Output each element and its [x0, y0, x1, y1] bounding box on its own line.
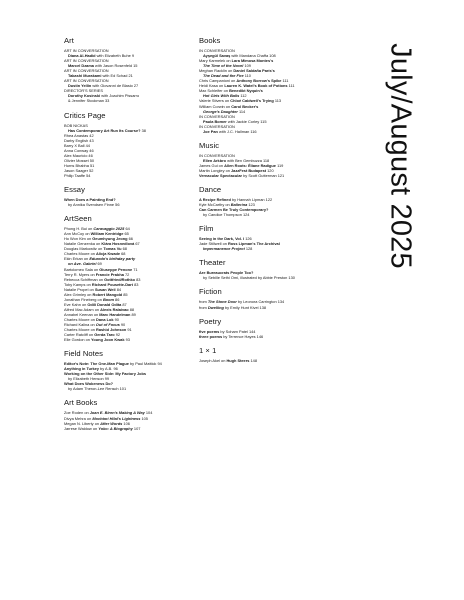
toc-entry-text: 9	[131, 53, 135, 59]
toc-entry-text: Robert Mangold	[92, 291, 123, 297]
toc-section	[199, 141, 349, 178]
toc-entry-text: Divya Mehra on	[64, 415, 93, 421]
toc-entry-text: with Elizabeth Buhe	[95, 53, 132, 59]
toc-entry-text: by Annika Svendsen Finne 56	[68, 202, 120, 208]
toc-entry-text: Jade Stillwell on	[199, 241, 228, 247]
toc-entry	[199, 173, 349, 178]
toc-entry-text: 68	[120, 251, 126, 257]
toc-section	[199, 287, 349, 309]
toc-entry-text: 126	[244, 236, 252, 242]
section-heading: Art Books	[64, 398, 98, 408]
toc-entry-text: IN CONVERSATION	[199, 48, 235, 53]
toc-entry-text: Chloé Caldwell's Trying	[230, 98, 274, 104]
toc-entry	[64, 173, 192, 178]
section-heading: Poetry	[199, 316, 222, 326]
toc-entry	[199, 246, 349, 251]
toc-entry-text: Ballerina	[230, 202, 248, 208]
toc-entry	[199, 129, 349, 134]
toc-entry-text: Charles Moore on	[64, 316, 97, 322]
toc-entry-text: 71	[132, 266, 138, 272]
toc-entry	[64, 386, 192, 391]
toc-entry-text: 110	[243, 73, 251, 79]
toc-entry-text: Boom	[102, 296, 114, 302]
toc-entry-text: ART IN CONVERSATION	[64, 78, 109, 84]
toc-entry-text: The Dead and the Fire	[203, 73, 244, 79]
toc-entry-text: Rashid Johnson	[96, 327, 127, 333]
toc-entry-text: Terry R. Myers on	[64, 271, 96, 277]
toc-entry-text: Ross Lipman's The Archival	[227, 241, 280, 247]
toc-entry-text: Can Carmen Be Truly Contemporary?	[199, 207, 269, 213]
toc-entry-text: Marc Handelman	[99, 311, 131, 317]
toc-entry-text: Natalie Propel on	[64, 286, 95, 292]
toc-entry-text: & Jennifer Stockman	[68, 98, 105, 104]
toc-entry-text: from	[199, 299, 208, 305]
toc-entry-text: Gottfried/Rothko	[104, 276, 136, 282]
toc-entry-text: 67	[134, 241, 140, 247]
toc-entry-text: Chris Campanioni on	[199, 78, 237, 84]
section-heading: Critics Page	[64, 110, 106, 120]
toc-section	[199, 258, 349, 280]
toc-entry-text: Dustin Yellin	[68, 83, 92, 89]
toc-entry-text: James Gui on	[199, 162, 225, 168]
toc-entry-text: Natalie Genzenka on	[64, 241, 102, 247]
toc-entry-text: Hot Girls With Balls	[203, 93, 240, 99]
toc-section	[199, 346, 349, 363]
toc-entry-text: 69	[96, 261, 102, 267]
toc-entry-text: Richard Kalina on	[64, 322, 96, 328]
section-heading: 1 × 1	[199, 345, 217, 355]
toc-entry-text: 65	[123, 231, 129, 237]
toc-section	[64, 398, 192, 430]
toc-entry-text: Elle Gordon on	[64, 337, 92, 343]
toc-entry-text: Max Schleifer on	[199, 88, 230, 94]
toc-section	[199, 317, 349, 339]
toc-entry-text: William Corwin on	[199, 103, 232, 109]
toc-entry-text: by Sebille Sethi Omi, illustrated by Abbie Preston 130	[203, 275, 295, 281]
toc-entry-text: Martin Longley on	[199, 167, 232, 173]
toc-entry	[199, 275, 349, 280]
toc-entry-text: A Recipe Refined	[199, 197, 231, 203]
toc-entry-text: 104	[144, 410, 153, 416]
toc-entry-text: 83	[132, 281, 139, 287]
toc-entry-text: 120	[266, 167, 274, 173]
toc-entry-text: 83	[135, 276, 141, 282]
toc-entry-text: Annabel Keenan on	[64, 311, 100, 317]
toc-entry-text: Daniel Saldaña París's	[233, 68, 275, 74]
toc-entry-text: Rebecca Schiffman on	[64, 276, 105, 282]
toc-section	[199, 185, 349, 217]
toc-entry-text: 15	[133, 63, 138, 69]
toc-entry-text: with J.C. Hallman 116	[217, 128, 257, 134]
toc-entry-text: from	[199, 304, 208, 310]
toc-entry-text: JazzFest Budapest	[231, 167, 267, 173]
toc-entry-text: Megan N. Liberty on	[64, 420, 101, 426]
toc-entry-text: Dwelling	[207, 304, 224, 310]
toc-entry-text: by A.B. 96	[98, 366, 118, 372]
toc-entry-text: by Emily Hunt Kivel 138	[223, 304, 267, 310]
toc-entry-text: with Joachim Pissarro	[100, 93, 140, 99]
toc-entry-text: Douglas Markowitz on	[64, 246, 104, 252]
toc-entry-text: Ho Won Kim on	[64, 236, 93, 242]
toc-entry-text: 148	[249, 357, 257, 363]
toc-entry-text: Takashi Murakami	[68, 73, 102, 79]
toc-entry-text: Anything in Turkey	[64, 366, 99, 372]
toc-entry-text: with Giovanni de Blasio	[91, 83, 134, 89]
toc-entry-text: DIRECTOR'S SERIES	[64, 88, 103, 94]
toc-entry-text: Eduardo's birthday party	[89, 256, 136, 262]
toc-entry-text: Dana Lok	[96, 316, 114, 322]
toc-entry-text: 119	[275, 162, 284, 168]
toc-entry-text: Zoe Roden on	[64, 410, 90, 416]
toc-entry-text: Odili Donald Odita	[87, 301, 122, 307]
toc-entry-text: Ann McCoy on	[64, 231, 91, 237]
toc-entry-text: Kyle McCarthy on	[199, 202, 231, 208]
toc-column-right	[199, 36, 349, 363]
toc-entry-text: with Ed Schad	[101, 73, 129, 79]
toc-entry-text: Yoko: A Biography	[98, 425, 133, 431]
toc-entry-text: Seeing in the Dark, Vol. I	[199, 236, 245, 242]
toc-entry-text: 27	[133, 83, 139, 89]
toc-entry-text: Rhea Anastas 42	[64, 132, 94, 138]
toc-entry-text: Heidi Kasa on	[199, 83, 225, 89]
toc-entry-text: 93	[124, 337, 130, 343]
toc-entry-text: Editor's Note: The One-Man Plague	[64, 361, 129, 367]
toc-entry-text: Darby English 43	[64, 137, 94, 143]
toc-section	[64, 36, 192, 104]
toc-entry-text: Charles Moore on	[64, 327, 97, 333]
toc-entry-text: Benedikt Nyquin's	[229, 88, 263, 94]
toc-entry-text: 84	[115, 286, 122, 292]
toc-entry-text: George's Daughter	[203, 108, 238, 114]
toc-entry-text: Mary Karmelek on	[199, 58, 232, 64]
section-heading: Theater	[199, 258, 226, 268]
toc-entry-text: When Does a Painting End?	[64, 197, 116, 203]
toc-entry-text: Ellen Arkbro	[203, 157, 226, 163]
toc-entry-text: Alexis Ralaivao	[100, 306, 129, 312]
toc-entry-text: 64	[124, 226, 130, 232]
section-heading: Essay	[64, 185, 85, 195]
toc-entry-text: Giuseppe Penone	[99, 266, 133, 272]
toc-entry-text: Has Contemporary Art Run Its Course?	[68, 127, 141, 133]
toc-entry-text: five poems	[199, 328, 220, 334]
toc-entry-text: 111	[281, 78, 289, 84]
toc-entry-text: Working on the Other Side: My Factory Jobs	[64, 371, 147, 377]
toc-entry-text: ART IN CONVERSATION	[64, 48, 109, 53]
toc-entry-text: three poems	[199, 333, 223, 339]
toc-entry	[199, 358, 349, 363]
toc-entry-text: 87	[121, 301, 127, 307]
toc-entry	[199, 305, 349, 310]
toc-entry-text: Alicja Kwade	[96, 251, 121, 257]
toc-entry-text: by Candice Thompson 124	[203, 212, 250, 218]
toc-entry-text: 113	[273, 98, 282, 104]
section-heading: Music	[199, 140, 220, 150]
toc-entry-text: Barry X Ball 44	[64, 142, 90, 148]
toc-entry-text: Jason Saager 52	[64, 167, 94, 173]
toc-entry-text: IN CONVERSATION	[199, 113, 235, 119]
toc-entry-text: 68	[121, 246, 127, 252]
toc-entry-text: 106	[122, 420, 130, 426]
toc-entry-text: 114	[237, 108, 246, 114]
toc-entry-text: Marcel Dzama	[68, 63, 94, 69]
issue-date-masthead	[374, 43, 426, 269]
section-heading: Dance	[199, 185, 222, 195]
toc-entry-text: Valerie Stivers on	[199, 98, 231, 104]
toc-section	[64, 185, 192, 207]
toc-entry-text: Joe Pan	[203, 128, 218, 134]
toc-entry	[64, 426, 192, 431]
toc-section	[199, 36, 349, 134]
toc-section	[199, 224, 349, 251]
toc-entry-text: The Stone Door	[207, 299, 237, 305]
toc-entry-text: IN CONVERSATION	[199, 152, 235, 158]
toc-entry-text: 88	[128, 306, 135, 312]
toc-entry-text: Philip Taaffe 54	[64, 172, 91, 178]
toc-entry-text: Vernacular Spectacular	[199, 172, 243, 178]
toc-entry-text: Eve Kahn on	[64, 301, 88, 307]
toc-entry-text: Susan Weil	[94, 286, 116, 292]
toc-entry-text: Ayşegül Savaş	[203, 53, 231, 59]
toc-entry-text: 92	[114, 332, 121, 338]
toc-entry-text: by Terrence Hayes 146	[222, 333, 264, 339]
toc-section	[64, 214, 192, 342]
toc-entry-text: 112	[239, 93, 247, 99]
toc-entry-text: 123	[247, 202, 255, 208]
toc-entry-text: Caravaggio 2025	[93, 226, 125, 232]
toc-entry-text: ART IN CONVERSATION	[64, 68, 109, 74]
toc-entry-text: BOB NICKAS	[64, 122, 88, 128]
toc-entry-text: 107	[132, 425, 141, 431]
toc-entry-text: ART IN CONVERSATION	[64, 58, 109, 64]
toc-section	[64, 111, 192, 179]
toc-entry-text: 109	[243, 63, 251, 69]
toc-column-left	[64, 36, 192, 431]
toc-entry-text: What Does Wokeness Do?	[64, 381, 114, 387]
toc-entry-text: by Adam Theron-Lee Rensch 101	[68, 386, 127, 392]
toc-entry-text: After Words	[100, 420, 123, 426]
toc-entry-text: Meghan Racklin on	[199, 68, 234, 74]
toc-entry-text: Hugh Steers	[226, 357, 250, 363]
toc-entry-text: by Leonora Carrington 134	[236, 299, 285, 305]
issue-date-text: July/August 2025	[384, 43, 417, 269]
toc-entry-text: 111	[287, 83, 295, 89]
toc-entry-text: 38	[140, 127, 146, 133]
toc-entry-text: with Mandana Chaffa 108	[230, 53, 276, 59]
toc-entry-text: Klára Hosnedlová	[101, 241, 135, 247]
toc-entry-text: Ekin Erkan on	[64, 256, 90, 262]
toc-entry-text: Dorothy Kosinski	[68, 93, 101, 99]
toc-entry-text: Young Joon Kwak	[91, 337, 125, 343]
toc-entry-text: Phong H. Bui on	[64, 226, 94, 232]
toc-entry-text: Alex Grimley on	[64, 291, 93, 297]
section-heading: Books	[199, 36, 221, 45]
toc-entry-text: 128	[244, 246, 253, 252]
toc-entry-text: Anna Conway 46	[64, 147, 94, 153]
toc-entry-text: 33	[104, 98, 110, 104]
toc-entry-text: Francie Prabha	[95, 271, 124, 277]
toc-entry-text: William Kentridge	[90, 231, 124, 237]
toc-entry-text: Toby Kamps on	[64, 281, 92, 287]
toc-entry	[199, 212, 349, 217]
toc-entry	[64, 202, 192, 207]
toc-entry-text: with Jason Rosenfeld	[93, 63, 134, 69]
toc-entry-text: with Ben Gembuzza 118	[226, 157, 270, 163]
toc-entry-text: 85	[122, 291, 128, 297]
toc-entry-text: Impermanence Project	[203, 246, 245, 252]
toc-entry-text: Lauren K. Watel's Book of Potions	[224, 83, 288, 89]
toc-entry-text: Allen Roots: Éliane Radigue	[224, 162, 276, 168]
toc-section	[64, 349, 192, 391]
toc-entry-text: 72	[123, 271, 130, 277]
toc-entry-text: Alex Mauricio 46	[64, 152, 93, 158]
toc-entry-text: Out of Focus	[95, 322, 120, 328]
toc-entry-text: The Time of the Novel	[203, 63, 244, 69]
toc-entry-text: on Ave. Gabriel	[68, 261, 97, 267]
toc-entry-text: Geumhyung Jeong	[92, 236, 128, 242]
toc-entry-text: Jonathan Fineberg on	[64, 296, 103, 302]
toc-entry-text: Mochtari Hilal's Lightness	[92, 415, 141, 421]
toc-entry-text: Diana Al-Hadid	[68, 53, 96, 59]
toc-entry-text: Richard Pousette-Dart	[91, 281, 133, 287]
section-heading: Film	[199, 224, 214, 234]
toc-entry-text: 90	[113, 316, 119, 322]
toc-entry-text: 21	[128, 73, 133, 79]
toc-entry-text: Gerda Taro	[94, 332, 115, 338]
toc-entry-text: 86	[113, 296, 120, 302]
toc-entry-text: Anthony Borrow's Spike	[236, 78, 282, 84]
toc-entry-text: with Jackie Corley 115	[226, 118, 267, 124]
toc-entry-text: Are Bureaucrats People Too?	[199, 270, 254, 276]
toc-entry-text: by Paul Mattick 94	[128, 361, 162, 367]
toc-entry-text: Jarrese Waldow on	[64, 425, 99, 431]
section-heading: ArtSeen	[64, 214, 92, 224]
toc-entry-text: 89	[130, 311, 136, 317]
toc-entry-text: Joseph Akel on	[199, 357, 227, 363]
toc-entry-text: Paula Bomer	[203, 118, 227, 124]
section-heading: Field Notes	[64, 349, 103, 359]
toc-entry-text: Joan E. Biren's Making A Way	[89, 410, 145, 416]
section-heading: Art	[64, 36, 74, 45]
toc-entry-text: Hurns Bhabha 51	[64, 162, 95, 168]
toc-entry-text: 105	[140, 415, 148, 421]
toc-entry-text: 66	[127, 236, 133, 242]
toc-entry-text: by Soham Patel 144	[219, 328, 256, 334]
section-heading: Fiction	[199, 287, 222, 297]
toc-entry	[64, 337, 192, 342]
toc-entry-text: Carter Ratcliff on	[64, 332, 95, 338]
toc-entry-text: 90	[119, 322, 126, 328]
toc-entry-text: by Scott Gutterman 121	[242, 172, 285, 178]
toc-entry	[199, 334, 349, 339]
toc-entry-text: 91	[126, 327, 132, 333]
toc-entry-text: Olivier Mosset 50	[64, 157, 95, 163]
toc-entry-text: Alfred Mac Adam on	[64, 306, 101, 312]
toc-entry-text: Tomas Vu	[103, 246, 122, 252]
toc-entry-text: by Elizabeth Henson 99	[68, 376, 110, 382]
toc-entry-text: Bartolomeo Sala on	[64, 266, 100, 272]
toc-entry-text: by Hannah Lipman 122	[230, 197, 273, 203]
toc-entry-text: IN CONVERSATION	[199, 123, 235, 129]
toc-entry	[64, 98, 192, 103]
toc-entry-text: Carol Becker's	[231, 103, 259, 109]
toc-entry-text: Lara Mimosa Montes's	[231, 58, 274, 64]
toc-entry-text: Charles Moore on	[64, 251, 97, 257]
